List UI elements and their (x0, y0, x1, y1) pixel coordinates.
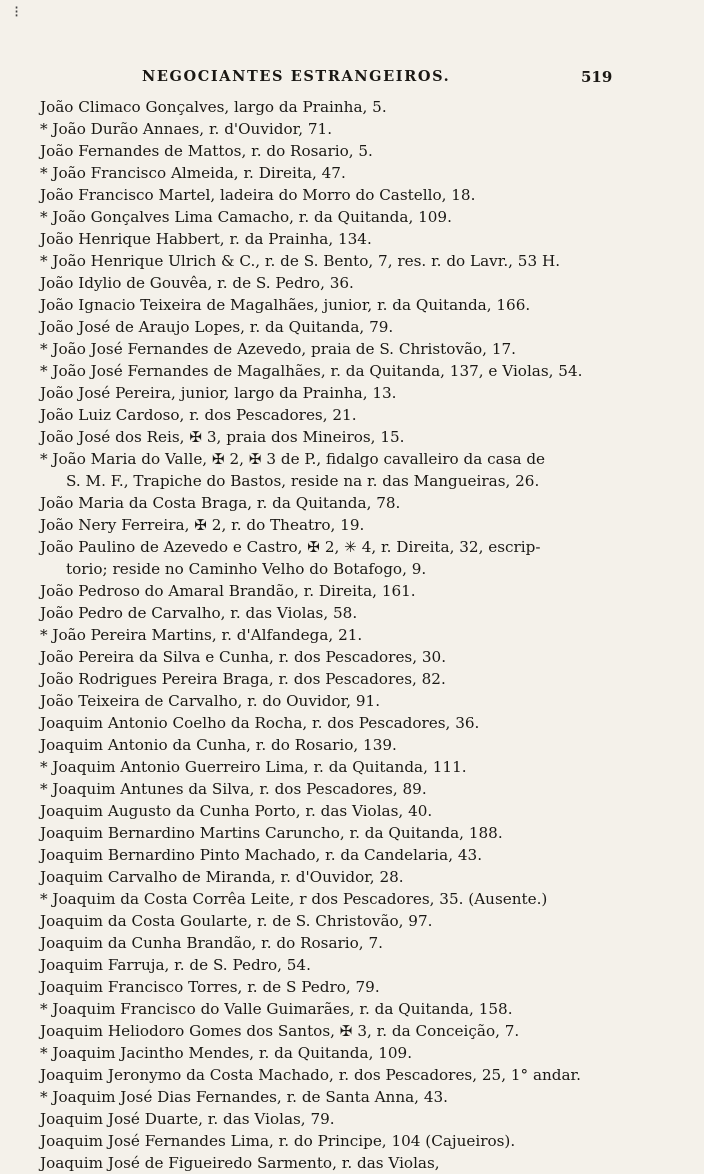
directory-entry: João Luiz Cardoso, r. dos Pescadores, 21. (40, 406, 357, 424)
directory-entry: João Pedro de Carvalho, r. das Violas, 58. (40, 604, 358, 622)
directory-entry: João Maria da Costa Braga, r. da Quitanda, 78. (40, 494, 401, 512)
directory-entry: Joaquim Antonio Coelho da Rocha, r. dos Pescadores, 36. (40, 714, 480, 732)
directory-entry: * João Henrique Ulrich & C., r. de S. Bento, 7, res. r. do Lavr., 53 H. (40, 252, 561, 270)
directory-entry: Joaquim Bernardino Pinto Machado, r. da Candelaria, 43. (40, 846, 483, 864)
directory-entry: * João Gonçalves Lima Camacho, r. da Quitanda, 109. (40, 208, 452, 226)
directory-entry: Joaquim José Fernandes Lima, r. do Principe, 104 (Cajueiros). (40, 1132, 516, 1150)
directory-entry: * João Pereira Martins, r. d'Alfandega, 21. (40, 626, 363, 644)
directory-entry: Joaquim da Cunha Brandão, r. do Rosario, 7. (40, 934, 383, 952)
directory-entry: Joaquim Bernardino Martins Caruncho, r. da Quitanda, 188. (40, 824, 503, 842)
directory-entry: João José de Araujo Lopes, r. da Quitanda, 79. (40, 318, 394, 336)
directory-entry: João Pedroso do Amaral Brandão, r. Direita, 161. (40, 582, 416, 600)
directory-entry: Joaquim José de Figueiredo Sarmento, r. das Violas, (40, 1154, 440, 1172)
directory-entry: * João Francisco Almeida, r. Direita, 47. (40, 164, 346, 182)
directory-entry: * Joaquim Antunes da Silva, r. dos Pescadores, 89. (40, 780, 427, 798)
directory-entry: * Joaquim José Dias Fernandes, r. de Santa Anna, 43. (40, 1088, 448, 1106)
running-title: NEGOCIANTES ESTRANGEIROS. (142, 68, 451, 85)
directory-entry: João Paulino de Azevedo e Castro, ✠ 2, ✳ 4, r. Direita, 32, escrip- (40, 538, 541, 556)
directory-entry: João Teixeira de Carvalho, r. do Ouvidor, 91. (40, 692, 381, 710)
directory-entry: * João Maria do Valle, ✠ 2, ✠ 3 de P., fidalgo cavalleiro da casa de (40, 450, 546, 468)
directory-entry: João Pereira da Silva e Cunha, r. dos Pescadores, 30. (40, 648, 447, 666)
directory-entry: * Joaquim Francisco do Valle Guimarães, r. da Quitanda, 158. (40, 1000, 513, 1018)
margin-mark: ⁝ (14, 2, 20, 21)
directory-entry: * Joaquim da Costa Corrêa Leite, r dos Pescadores, 35. (Ausente.) (40, 890, 548, 908)
directory-entry: Joaquim Jeronymo da Costa Machado, r. dos Pescadores, 25, 1° andar. (40, 1066, 581, 1084)
directory-entry: João Henrique Habbert, r. da Prainha, 134. (40, 230, 372, 248)
directory-entry: João Climaco Gonçalves, largo da Prainha, 5. (40, 98, 387, 116)
directory-entry: Joaquim da Costa Goularte, r. de S. Christovão, 97. (40, 912, 433, 930)
directory-entry: João Fernandes de Mattos, r. do Rosario, 5. (40, 142, 373, 160)
page-number: 519 (581, 68, 613, 86)
directory-entry: * João José Fernandes de Magalhães, r. da Quitanda, 137, e Violas, 54. (40, 362, 583, 380)
directory-entry: * Joaquim Jacintho Mendes, r. da Quitanda, 109. (40, 1044, 413, 1062)
directory-entry: João Nery Ferreira, ✠ 2, r. do Theatro, 19. (40, 516, 365, 534)
directory-entry: João Francisco Martel, ladeira do Morro do Castello, 18. (40, 186, 476, 204)
directory-entry: João Rodrigues Pereira Braga, r. dos Pescadores, 82. (40, 670, 446, 688)
directory-entry: Joaquim José Duarte, r. das Violas, 79. (40, 1110, 335, 1128)
directory-entry: Joaquim Augusto da Cunha Porto, r. das Violas, 40. (40, 802, 433, 820)
directory-entry-continuation: S. M. F., Trapiche do Bastos, reside na r. das Mangueiras, 26. (66, 472, 540, 490)
directory-entry-continuation: torio; reside no Caminho Velho do Botafogo, 9. (66, 560, 427, 578)
directory-entry: * Joaquim Antonio Guerreiro Lima, r. da Quitanda, 111. (40, 758, 467, 776)
directory-entry: João José dos Reis, ✠ 3, praia dos Mineiros, 15. (40, 428, 405, 446)
directory-entry: Joaquim Francisco Torres, r. de S Pedro, 79. (40, 978, 380, 996)
directory-entry: João Idylio de Gouvêa, r. de S. Pedro, 36. (40, 274, 354, 292)
directory-entry: * João Durão Annaes, r. d'Ouvidor, 71. (40, 120, 333, 138)
directory-entry: Joaquim Farruja, r. de S. Pedro, 54. (40, 956, 311, 974)
directory-entry: Joaquim Antonio da Cunha, r. do Rosario, 139. (40, 736, 397, 754)
directory-entry: Joaquim Heliodoro Gomes dos Santos, ✠ 3, r. da Conceição, 7. (40, 1022, 520, 1040)
directory-entry: João José Pereira, junior, largo da Prainha, 13. (40, 384, 397, 402)
directory-entry: Joaquim Carvalho de Miranda, r. d'Ouvidor, 28. (40, 868, 404, 886)
directory-entry: João Ignacio Teixeira de Magalhães, junior, r. da Quitanda, 166. (40, 296, 531, 314)
page-header (44, 68, 644, 96)
directory-entry: * João José Fernandes de Azevedo, praia de S. Christovão, 17. (40, 340, 516, 358)
